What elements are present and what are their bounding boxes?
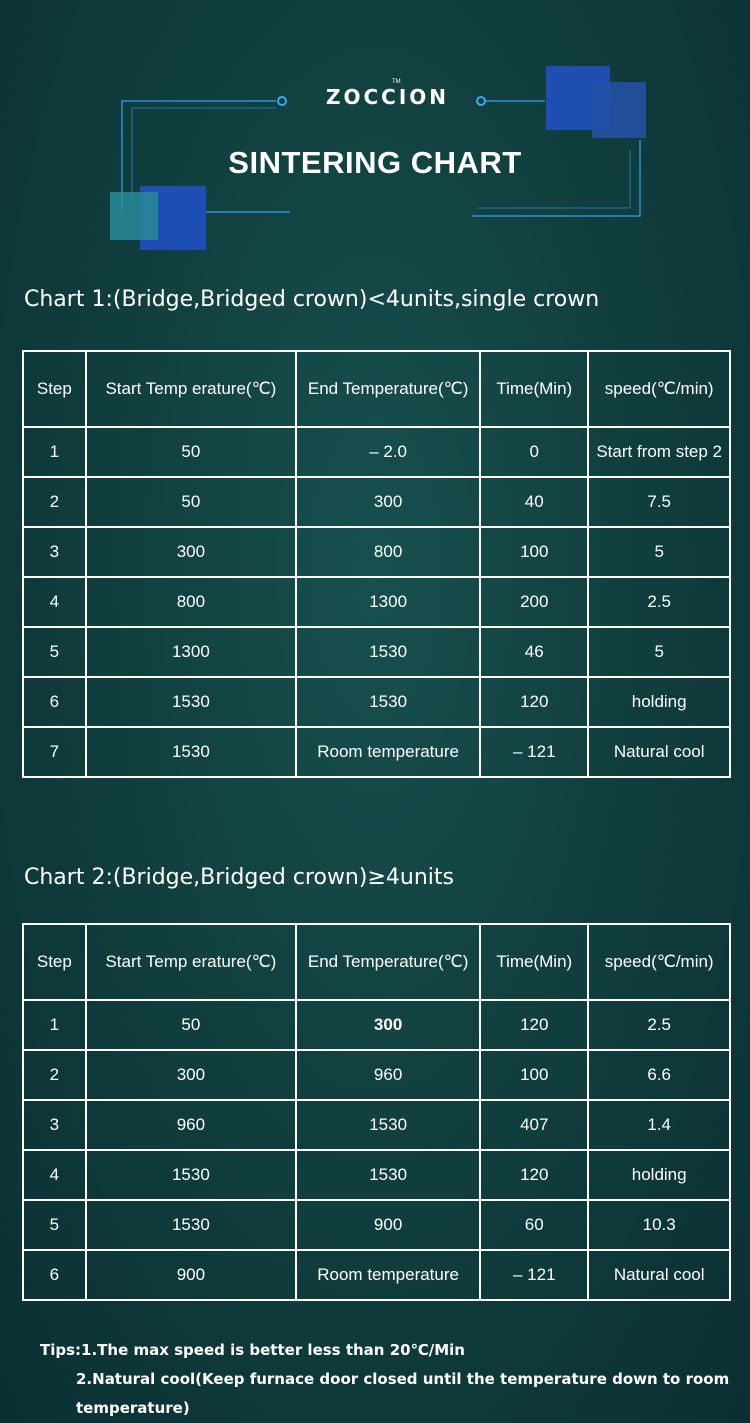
cell-end-temp: 1530	[296, 1100, 480, 1150]
chart2-table	[22, 923, 731, 1301]
cell-time: 40	[480, 477, 588, 527]
cell-start-temp: 1530	[86, 1200, 296, 1250]
cell-step: 4	[23, 1150, 86, 1200]
cell-speed: holding	[588, 1150, 730, 1200]
cell-speed: 5	[588, 527, 730, 577]
table-row	[23, 727, 730, 777]
header-time: Time(Min)	[480, 924, 588, 1000]
cell-speed: Natural cool	[588, 727, 730, 777]
cell-start-temp: 1530	[86, 677, 296, 727]
cell-speed: holding	[588, 677, 730, 727]
header-end-temp: End Temperature(℃)	[296, 351, 480, 427]
cell-end-temp: 900	[296, 1200, 480, 1250]
cell-step: 2	[23, 1050, 86, 1100]
cell-time: 100	[480, 527, 588, 577]
square-right-small	[592, 82, 646, 138]
cell-speed: 7.5	[588, 477, 730, 527]
cell-end-temp: 1530	[296, 677, 480, 727]
cell-start-temp: 50	[86, 477, 296, 527]
cell-speed: Start from step 2	[588, 427, 730, 477]
frame-dot-left	[278, 97, 286, 105]
square-left-teal	[110, 192, 158, 240]
cell-speed: 2.5	[588, 1000, 730, 1050]
cell-time: – 121	[480, 727, 588, 777]
cell-time: 100	[480, 1050, 588, 1100]
table-row	[23, 1100, 730, 1150]
cell-time: 120	[480, 1000, 588, 1050]
cell-speed: 6.6	[588, 1050, 730, 1100]
cell-step: 6	[23, 1250, 86, 1300]
page-title: SINTERING CHART	[228, 145, 522, 180]
table-row	[23, 1150, 730, 1200]
cell-end-temp: 300	[296, 1000, 480, 1050]
cell-start-temp: 1300	[86, 627, 296, 677]
cell-start-temp: 50	[86, 1000, 296, 1050]
chart1-table	[22, 350, 731, 778]
header-time: Time(Min)	[480, 351, 588, 427]
cell-time: 200	[480, 577, 588, 627]
table-row	[23, 577, 730, 627]
cell-time: 0	[480, 427, 588, 477]
cell-time: 46	[480, 627, 588, 677]
cell-speed: 2.5	[588, 577, 730, 627]
cell-end-temp: 800	[296, 527, 480, 577]
cell-time: 407	[480, 1100, 588, 1150]
table-row	[23, 477, 730, 527]
cell-time: 120	[480, 1150, 588, 1200]
header-step: Step	[23, 924, 86, 1000]
header	[0, 0, 750, 260]
table-row	[23, 1050, 730, 1100]
cell-step: 3	[23, 527, 86, 577]
header-start-temp: Start Temp erature(℃)	[86, 351, 296, 427]
cell-start-temp: 960	[86, 1100, 296, 1150]
header-speed: speed(℃/min)	[588, 924, 730, 1000]
table-row	[23, 677, 730, 727]
cell-speed: 5	[588, 627, 730, 677]
cell-end-temp: – 2.0	[296, 427, 480, 477]
cell-end-temp: 1530	[296, 1150, 480, 1200]
cell-start-temp: 50	[86, 427, 296, 477]
tips-section	[40, 1336, 750, 1423]
cell-step: 7	[23, 727, 86, 777]
tip-line-1: Tips:1.The max speed is better less than 20℃/Min	[40, 1341, 465, 1359]
cell-end-temp: 1300	[296, 577, 480, 627]
table-row	[23, 1000, 730, 1050]
frame-dot-right	[477, 97, 485, 105]
cell-end-temp: Room temperature	[296, 727, 480, 777]
cell-start-temp: 300	[86, 527, 296, 577]
header-step: Step	[23, 351, 86, 427]
table-header-row	[23, 351, 730, 427]
cell-step: 2	[23, 477, 86, 527]
cell-start-temp: 1530	[86, 1150, 296, 1200]
brand-logo: ZOCCION	[326, 85, 450, 109]
chart1-heading: Chart 1:(Bridge,Bridged crown)<4units,single crown	[24, 287, 600, 312]
cell-end-temp: Room temperature	[296, 1250, 480, 1300]
cell-step: 4	[23, 577, 86, 627]
cell-start-temp: 800	[86, 577, 296, 627]
table-row	[23, 527, 730, 577]
cell-step: 5	[23, 627, 86, 677]
cell-time: 60	[480, 1200, 588, 1250]
table-row	[23, 1200, 730, 1250]
cell-step: 1	[23, 1000, 86, 1050]
cell-speed: Natural cool	[588, 1250, 730, 1300]
cell-step: 6	[23, 677, 86, 727]
cell-step: 1	[23, 427, 86, 477]
table-row	[23, 627, 730, 677]
table-header-row	[23, 924, 730, 1000]
cell-speed: 1.4	[588, 1100, 730, 1150]
cell-start-temp: 900	[86, 1250, 296, 1300]
cell-time: – 121	[480, 1250, 588, 1300]
chart2-heading: Chart 2:(Bridge,Bridged crown)≥4units	[24, 865, 454, 890]
trademark-mark: TM	[392, 79, 401, 85]
header-speed: speed(℃/min)	[588, 351, 730, 427]
table-row	[23, 427, 730, 477]
cell-time: 120	[480, 677, 588, 727]
cell-step: 5	[23, 1200, 86, 1250]
header-decoration	[0, 0, 750, 260]
tip-line-2: 2.Natural cool(Keep furnace door closed until the temperature down to room temperature)	[76, 1370, 730, 1417]
cell-start-temp: 1530	[86, 727, 296, 777]
cell-start-temp: 300	[86, 1050, 296, 1100]
header-start-temp: Start Temp erature(℃)	[86, 924, 296, 1000]
cell-end-temp: 1530	[296, 627, 480, 677]
cell-speed: 10.3	[588, 1200, 730, 1250]
cell-end-temp: 300	[296, 477, 480, 527]
cell-step: 3	[23, 1100, 86, 1150]
table-row	[23, 1250, 730, 1300]
header-end-temp: End Temperature(℃)	[296, 924, 480, 1000]
cell-end-temp: 960	[296, 1050, 480, 1100]
